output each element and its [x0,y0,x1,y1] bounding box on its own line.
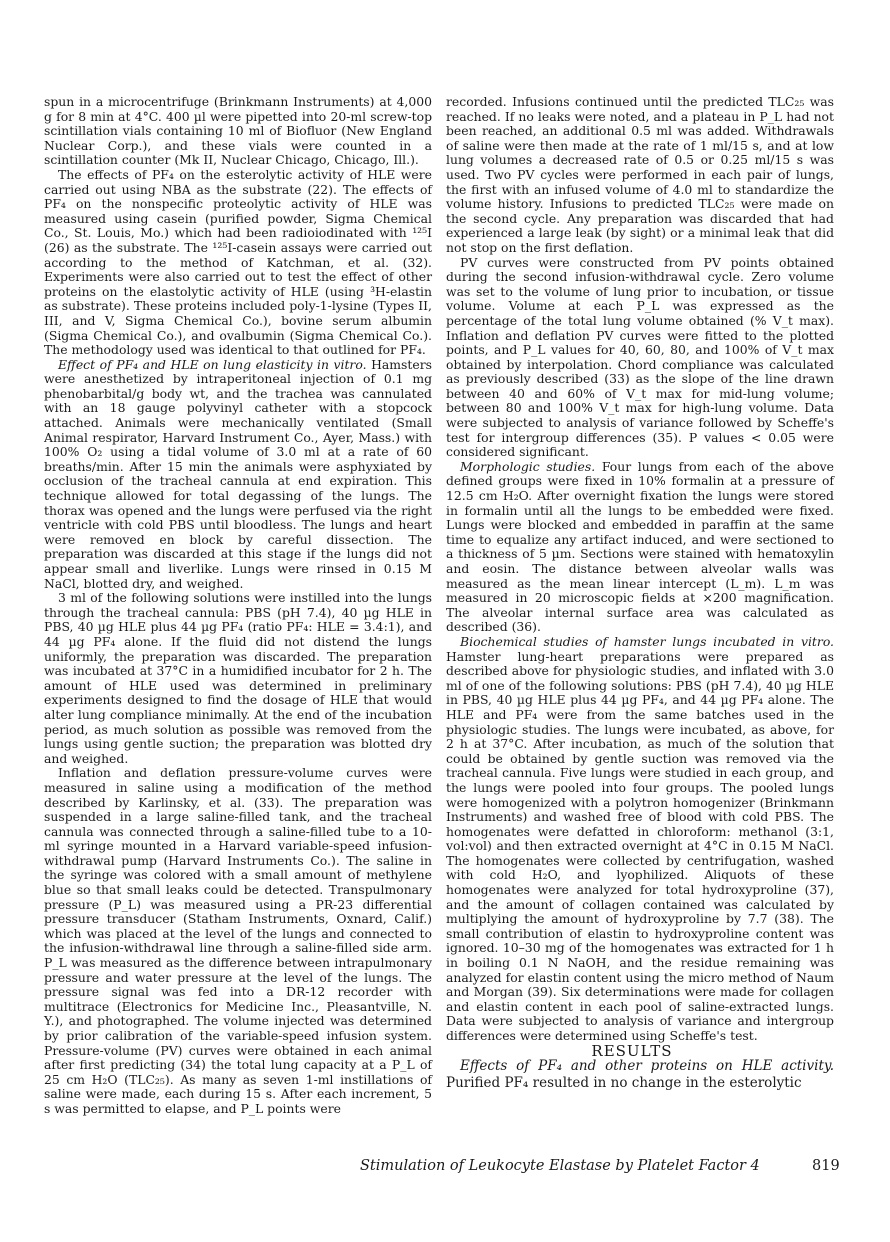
page-footer [360,1158,860,1174]
paragraph-biochemical [446,635,834,1044]
subheading-hle-activity: Effects of PF₄ and other proteins on HLE activity. [460,1058,834,1075]
subheading-morphologic: Morphologic studies. [460,458,596,474]
paragraph-infusion-recording: recorded. Infusions continued until the predicted TLC₂₅ was reached. If no leaks were noted, and a plateau in P_L had not been reached, an additional 0.5 ml was added. Withdrawals of saline were then made at the rate of 1 ml/15 s, and at low lung volumes a decreased rate of 0.5 or 0.25 ml/15 s was used. Two PV cycles were performed in each pair of lungs, the first with an infused volume of 4.0 ml to standardize the volume history. Infusions to predicted TLC₂₅ were made on the second cycle. Any preparation was discarded that had experienced a large leak (by sight) or a minimal leak that did not stop on the first deflation. [446,94,834,255]
paragraph-lung-elasticity [44,358,432,592]
paragraph-pv-curves: PV curves were constructed from PV points obtained during the second infusion-withdrawal cycle. Zero volume was set to the volume of lung prior to incubation, or tissue volume. Volume at each P_L was expressed as the percentage of the total lung volume obtained (% V_t max). Inflation and deflation PV curves were fitted to the plotted points, and P_L values for 40, 60, 80, and 100% of V_t max obtained by interpolation. Chord compliance was calculated as previously described (33) as the slope of the line drawn between 40 and 60% of V_t max for mid-lung volume; between 80 and 100% V_t max for high-lung volume. Data were subjected to analysis of variance followed by Scheffe's test for intergroup differences (35). P values < 0.05 were considered significant. [446,254,834,460]
paragraph-biochemical-text: Hamster lung-heart preparations were prepared as described above for physiologic studies, and inflated with 3.0 ml of one of the following solutions: PBS (pH 7.4), 40 µg HLE in PBS, 40 µg HLE plus 44 µg PF₄, and 44 µg PF₄ alone. The HLE and PF₄ were from the same batches used in the physiologic studies. The lungs were incubated, as above, for 2 h at 37°C. After incubation, as much of the solution that could be obtained by gentle suction was removed via the tracheal cannula. Five lungs were studied in each group, and the lungs were pooled into four groups. The pooled lungs were homogenized with a polytron homogenizer (Brinkmann Instruments) and washed free of blood with cold PBS. The homogenates were defatted in chloroform: methanol (3:1, vol:vol) and then extracted overnight at 4°C in 0.15 M NaCl. The homogenates were collected by centrifugation, washed with cold H₂O, and lyophilized. Aliquots of these homogenates were analyzed for total hydroxyproline (37), and the amount of collagen contained was calculated by multiplying the amount of hydroxyproline by 7.7 (38). The small contribution of elastin to hydroxyproline content was ignored. 10–30 mg of the homogenates was extracted for 1 h in boiling 0.1 N NaOH, and the residue remaining was analyzed for elastin content using the micro method of Naum and Morgan (39). Six determinations were made for collagen and elastin content in each pool of saline-extracted lungs. Data were subjected to analysis of variance and intergroup differences were determined using Scheffe's test. [446,648,834,1043]
paragraph-lung-elasticity-text: Hamsters were anesthetized by intraperitoneal injection of 0.1 mg phenobarbital/g body wt, and the trachea was cannulated with an 18 gauge polyvinyl catheter with a stopcock attached. Animals were mechanically ventilated (Small Animal respirator, Harvard Instrument Co., Ayer, Mass.) with 100% O₂ using a tidal volume of 3.0 ml at a rate of 60 breaths/min. After 15 min the animals were asphyxiated by occlusion of the tracheal cannula at end expiration. This technique allowed for total degassing of the lungs. The thorax was opened and the lungs were perfused via the right ventricle with cold PBS until bloodless. The lungs and heart were removed en block by careful dissection. The preparation was discarded at this stage if the lungs did not appear small and liverlike. Lungs were rinsed in 0.15 M NaCl, blotted dry, and weighed. [44,356,432,591]
paragraph-morphologic [446,460,834,635]
paragraph-pressure-volume: Inflation and deflation pressure-volume curves were measured in saline using a modification of the method described by Karlinsky, et al. (33). The preparation was suspended in a large saline-filled tank, and the tracheal cannula was connected through a saline-filled tube to a 10-ml syringe mounted in a Harvard variable-speed infusion-withdrawal pump (Harvard Instruments Co.). The saline in the syringe was colored with a small amount of methylene blue so that small leaks could be detected. Transpulmonary pressure (P_L) was measured using a PR-23 differential pressure transducer (Statham Instruments, Oxnard, Calif.) which was placed at the level of the lungs and connected to the infusion-withdrawal line through a saline-filled side arm. P_L was measured as the difference between intrapulmonary pressure and water pressure at the level of the lungs. The pressure signal was fed into a DR-12 recorder with multitrace (Electronics for Medicine Inc., Pleasantville, N. Y.), and photographed. The volume injected was determined by prior calibration of the variable-speed infusion system. Pressure-volume (PV) curves were obtained in each animal after first predicting (34) the total lung capacity at a P_L of 25 cm H₂O (TLC₂₅). As many as seven 1-ml instillations of saline were made, each during 15 s. After each increment, 5 s was permitted to elapse, and P_L points were [44,765,432,1116]
paragraph-esterolytic-activity: The effects of PF₄ on the esterolytic activity of HLE were carried out using NBA as the substrate (22). The effects of PF₄ on the nonspecific proteolytic activity of HLE was measured using casein (purified powder, Sigma Chemical Co., St. Louis, Mo.) which had been radioiodinated with ¹²⁵I (26) as the substrate. The ¹²⁵I-casein assays were carried out according to the method of Katchman, et al. (32). Experiments were also carried out to test the effect of other proteins on the elastolytic activity of HLE (using ³H-elastin as substrate). These proteins included poly-1-lysine (Types II, III, and V, Sigma Chemical Co.), bovine serum albumin (Sigma Chemical Co.), and ovalbumin (Sigma Chemical Co.). The methodology used was identical to that outlined for PF₄. [44,166,432,358]
paragraph-results-lead-text: Purified PF₄ resulted in no change in the esterolytic [446,1075,802,1092]
paragraph-method-centrifuge: spun in a microcentrifuge (Brinkmann Instruments) at 4,000 g for 8 min at 4°C. 400 µl were pipetted into 20-ml screw-top scintillation vials containing 10 ml of Biofluor (New England Nuclear Corp.), and these vials were counted in a scintillation counter (Mk II, Nuclear Chicago, Chicago, Ill.). [44,94,432,168]
right-column [446,95,834,1092]
paragraph-results-lead [446,1058,834,1092]
subheading-biochemical: Biochemical studies of hamster lungs incubated in vitro. [460,633,834,649]
paragraph-morphologic-text: Four lungs from each of the above defined groups were fixed in 10% formalin at a pressure of 12.5 cm H₂O. After overnight fixation the lungs were stored in formalin until all the lungs to be embedded were fixed. Lungs were blocked and embedded in paraffin at the same time to equalize any artifact induced, and were sectioned to a thickness of 5 µm. Sections were stained with hematoxylin and eosin. The distance between alveolar walls was measured as the mean linear intercept (L_m). L_m was measured in 20 microscopic fields at ×200 magnification. The alveolar internal surface area was calculated as described (36). [446,458,834,635]
paragraph-solutions-instilled: 3 ml of the following solutions were instilled into the lungs through the tracheal cannula: PBS (pH 7.4), 40 µg HLE in PBS, 40 µg HLE plus 44 µg PF₄ (ratio PF₄: HLE = 3.4:1), and 44 µg PF₄ alone. If the fluid did not distend the lungs uniformly, the preparation was discarded. The preparation was incubated at 37°C in a humidified incubator for 2 h. The amount of HLE used was determined in preliminary experiments designed to find the dosage of HLE that would alter lung compliance minimally. At the end of the incubation period, as much solution as possible was removed from the lungs using gentle suction; the preparation was blotted dry and weighed. [44,590,432,766]
running-title: Stimulation of Leukocyte Elastase by Platelet Factor 4 [360,1158,760,1174]
page-number: 819 [812,1158,840,1174]
section-heading-results: RESULTS [591,1041,673,1060]
subheading-lung-elasticity: Effect of PF₄ and HLE on lung elasticity in vitro. [58,356,367,372]
left-column [44,95,432,1117]
